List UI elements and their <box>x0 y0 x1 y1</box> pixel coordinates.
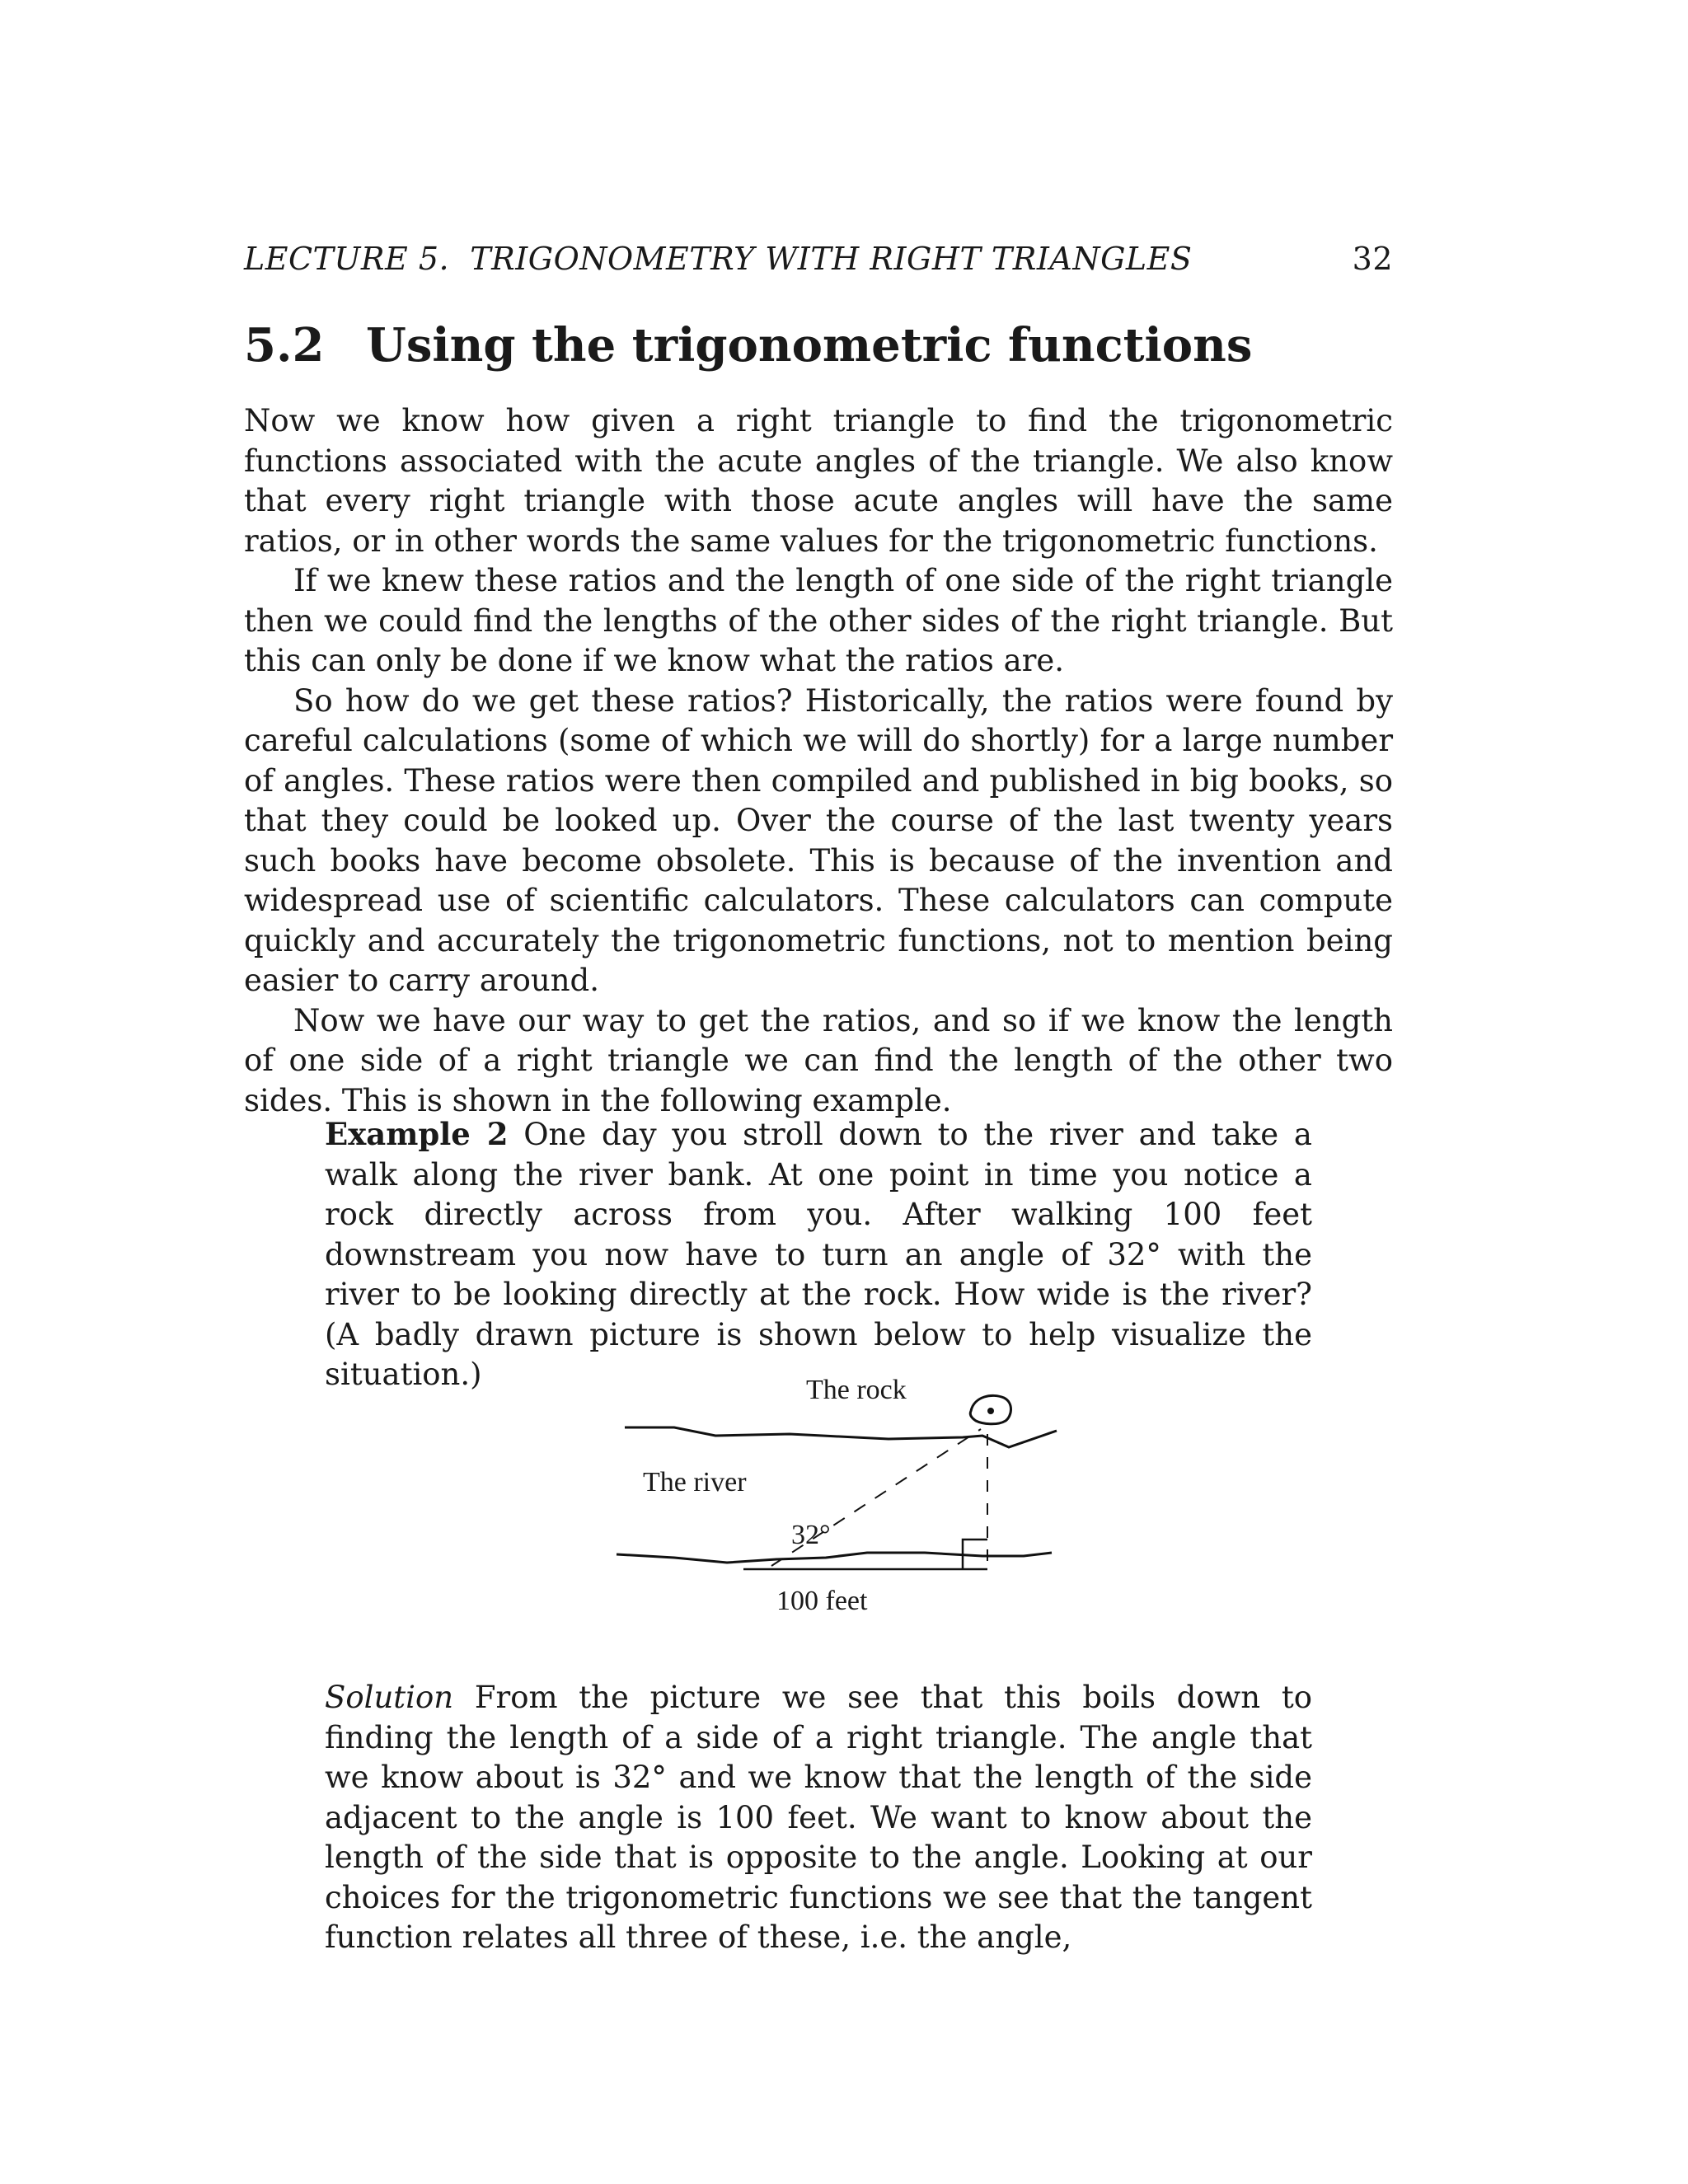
paragraph: So how do we get these ratios? Historically, the ratios were found by careful calculations (some of which we will do shortly) for a large number of angles. These ratios were then compiled and published in big books, so that they could be looked up. Over the course of the last twenty years such books have become obsolete. This is because of the invention and widespread use of scientific calculators. These calculators can compute quickly and accurately the trigonometric functions, not to mention being easier to carry around. <box>244 682 1393 998</box>
paragraph: Now we have our way to get the ratios, and so if we know the length of one side of a right triangle we can find the length of the other two sides. This is shown in the following example. <box>244 1002 1393 1118</box>
page-number: 32 <box>1352 241 1393 277</box>
paragraph: Now we know how given a right triangle to find the trigonometric functions associated with the acute angles of the triangle. We also know that every right triangle with those acute angles will have the same ratios, or in other words the same values for the trigonometric functions. <box>244 403 1393 559</box>
section-heading <box>244 318 1252 373</box>
near-river-bank <box>617 1553 1052 1563</box>
river-diagram <box>612 1375 1271 1638</box>
far-river-bank <box>625 1427 1057 1447</box>
river-label: The river <box>643 1467 747 1497</box>
running-title: LECTURE 5. TRIGONOMETRY WITH RIGHT TRIANGLES <box>244 241 1193 277</box>
example-text: One day you stroll down to the river and take a walk along the river bank. At one point in time you notice a rock directly across from you. After walking 100 feet downstream you now have to turn an angle of 32° with the river to be looking directly at the rock. How wide is the river? (A badly drawn picture is shown below to help visualize the situation.) <box>325 1117 1312 1392</box>
example-label: Example 2 <box>325 1116 509 1152</box>
distance-label: 100 feet <box>776 1586 868 1616</box>
river-figure <box>612 1375 1271 1638</box>
solution-label: Solution <box>325 1680 454 1715</box>
angle-label: 32° <box>791 1520 831 1550</box>
solution-block <box>325 1678 1312 1958</box>
rock-label: The rock <box>806 1375 907 1405</box>
body-text <box>244 401 1393 1121</box>
section-number: 5.2 <box>244 318 325 373</box>
rock-dot <box>987 1408 994 1414</box>
example-block <box>325 1114 1312 1395</box>
section-title: Using the trigonometric functions <box>366 318 1253 373</box>
paragraph: If we knew these ratios and the length of one side of the right triangle then we could find the lengths of the other sides of the right triangle. But this can only be done if we know what the ratios are. <box>244 563 1393 678</box>
solution-text: From the picture we see that this boils down to finding the length of a side of a right triangle. The angle that we know about is 32° and we know that the length of the side adjacent to the angle is 100 feet. We want to know about the length of the side that is opposite to the angle. Looking at our choices for the trigonometric functions we see that the tangent function relates all three of these, i.e. the angle, <box>325 1680 1313 1955</box>
running-header <box>244 241 1393 277</box>
